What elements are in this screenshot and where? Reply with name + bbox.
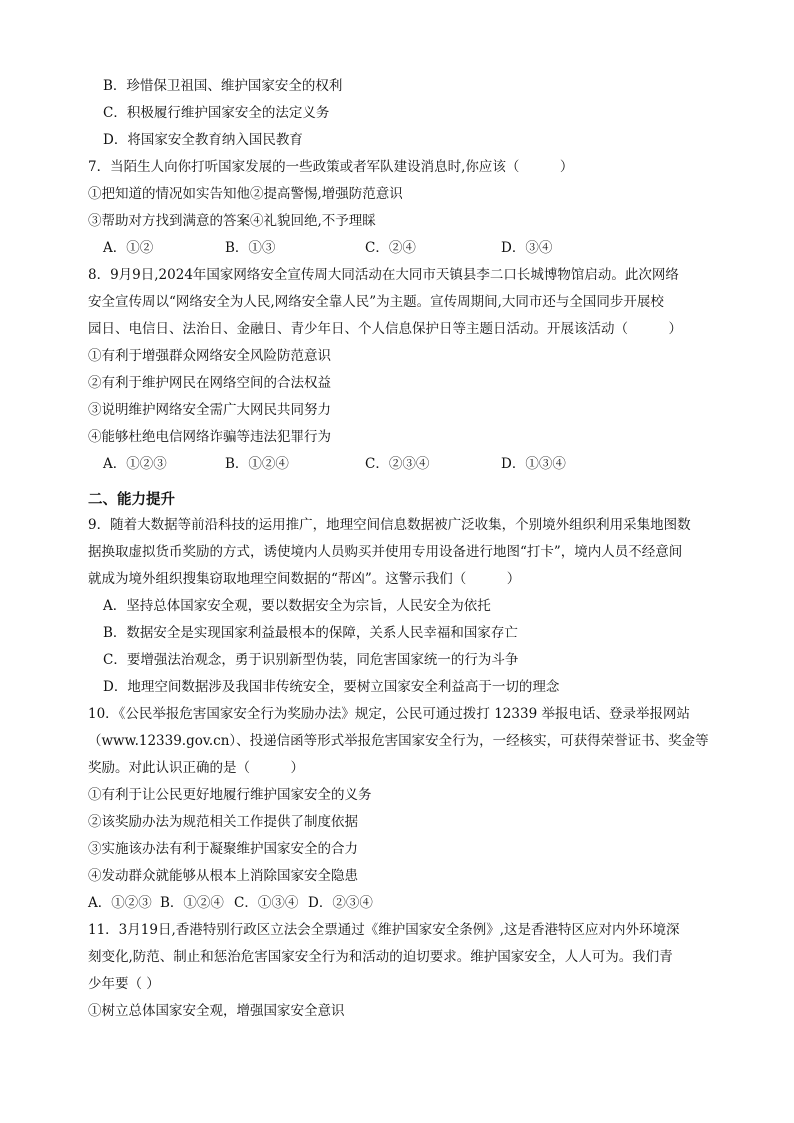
q7-statement-1: ①把知道的情况如实告知他②提高警惕,增强防范意识: [88, 186, 403, 202]
q7-statement-2: ③帮助对方找到满意的答案④礼貌回绝,不予理睬: [88, 213, 376, 229]
q7-options: [103, 238, 703, 258]
q10-statement-4: ④发动群众就能够从根本上消除国家安全隐患: [88, 868, 358, 884]
q9-option-a: A．坚持总体国家安全观，要以数据安全为宗旨，人民安全为依托: [103, 598, 491, 614]
q10-option-d: D．②③④: [308, 895, 373, 911]
q9-option-d: D．地理空间数据涉及我国非传统安全，要树立国家安全利益高于一切的理念: [103, 679, 560, 695]
q8-stem-line-1: 8．9月9日,2024年国家网络安全宣传周大同活动在大同市天镇县李二口长城博物馆启动。此次网络: [88, 267, 679, 283]
q7-option-b: B．①③: [225, 240, 276, 256]
q10-options: [88, 893, 688, 913]
section-title: 二、能力提升: [88, 492, 175, 508]
q6-option-b: B．珍惜保卫祖国、维护国家安全的权利: [103, 78, 343, 94]
q8-option-c: C．②③④: [365, 456, 430, 472]
q9-stem-line-2: 据换取虚拟货币奖励的方式，诱使境内人员购买并使用专用设备进行地图“打卡”，境内人员不经意间: [88, 544, 683, 560]
q11-statement-1: ①树立总体国家安全观，增强国家安全意识: [88, 1003, 345, 1019]
q8-stem-line-2: 安全宣传周以“网络安全为人民,网络安全靠人民”为主题。宣传周期间,大同市还与全国同步开展校: [88, 294, 664, 310]
q8-stem-line-3: 园日、电信日、法治日、金融日、青少年日、个人信息保护日等主题日活动。开展该活动（ ）: [88, 321, 682, 337]
q9-stem-line-3: 就成为境外组织搜集窃取地理空间数据的“帮凶”。这警示我们（ ）: [88, 571, 521, 587]
q10-stem-line-2: （www.12339.gov.cn）、投递信函等形式举报危害国家安全行为，一经核实，可获得荣誉证书、奖金等: [88, 733, 709, 749]
q8-option-d: D．①③④: [501, 456, 566, 472]
q7-option-a: A．①②: [103, 240, 154, 256]
q11-stem-line-2: 刻变化,防范、制止和惩治危害国家安全行为和活动的迫切要求。维护国家安全，人人可为。我们青: [88, 949, 673, 965]
q9-option-c: C．要增强法治观念，勇于识别新型伪装，同危害国家统一的行为斗争: [103, 652, 519, 668]
q8-statement-1: ①有利于增强群众网络安全风险防范意识: [88, 348, 331, 364]
q11-stem-line-3: 少年要（ ）: [88, 976, 160, 992]
q10-statement-3: ③实施该办法有利于凝聚维护国家安全的合力: [88, 841, 358, 857]
q9-stem-line-1: 9．随着大数据等前沿科技的运用推广，地理空间信息数据被广泛收集，个别境外组织利用采集地图数: [88, 517, 691, 533]
q7-stem: 7．当陌生人向你打听国家发展的一些政策或者军队建设消息时,你应该（ ）: [88, 159, 574, 175]
q8-options: [103, 454, 703, 474]
q7-option-d: D．③④: [501, 240, 553, 256]
q9-option-b: B．数据安全是实现国家利益最根本的保障，关系人民幸福和国家存亡: [103, 625, 518, 641]
q8-statement-3: ③说明维护网络安全需广大网民共同努力: [88, 402, 331, 418]
q6-option-d: D．将国家安全教育纳入国民教育: [103, 132, 303, 148]
q10-stem-line-1: 10．《公民举报危害国家安全行为奖励办法》规定，公民可通过拨打 12339 举报电话、登录举报网站: [88, 706, 690, 722]
q7-option-c: C．②④: [365, 240, 416, 256]
q10-option-c: C．①③④: [234, 895, 299, 911]
q10-option-a: A．①②③: [88, 895, 152, 911]
q11-stem-line-1: 11．3月19日,香港特别行政区立法会全票通过《维护国家安全条例》,这是香港特区应对内外环境深: [88, 922, 680, 938]
q10-statement-1: ①有利于让公民更好地履行维护国家安全的义务: [88, 787, 372, 803]
q10-statement-2: ②该奖励办法为规范相关工作提供了制度依据: [88, 814, 358, 830]
q10-stem-line-3: 奖励。对此认识正确的是（ ）: [88, 760, 304, 776]
q8-statement-4: ④能够杜绝电信网络诈骗等违法犯罪行为: [88, 429, 331, 445]
q10-option-b: B．①②④: [160, 895, 224, 911]
q8-option-b: B．①②④: [225, 456, 289, 472]
q8-option-a: A．①②③: [103, 456, 167, 472]
q6-option-c: C．积极履行维护国家安全的法定义务: [103, 105, 330, 121]
q8-statement-2: ②有利于维护网民在网络空间的合法权益: [88, 375, 331, 391]
